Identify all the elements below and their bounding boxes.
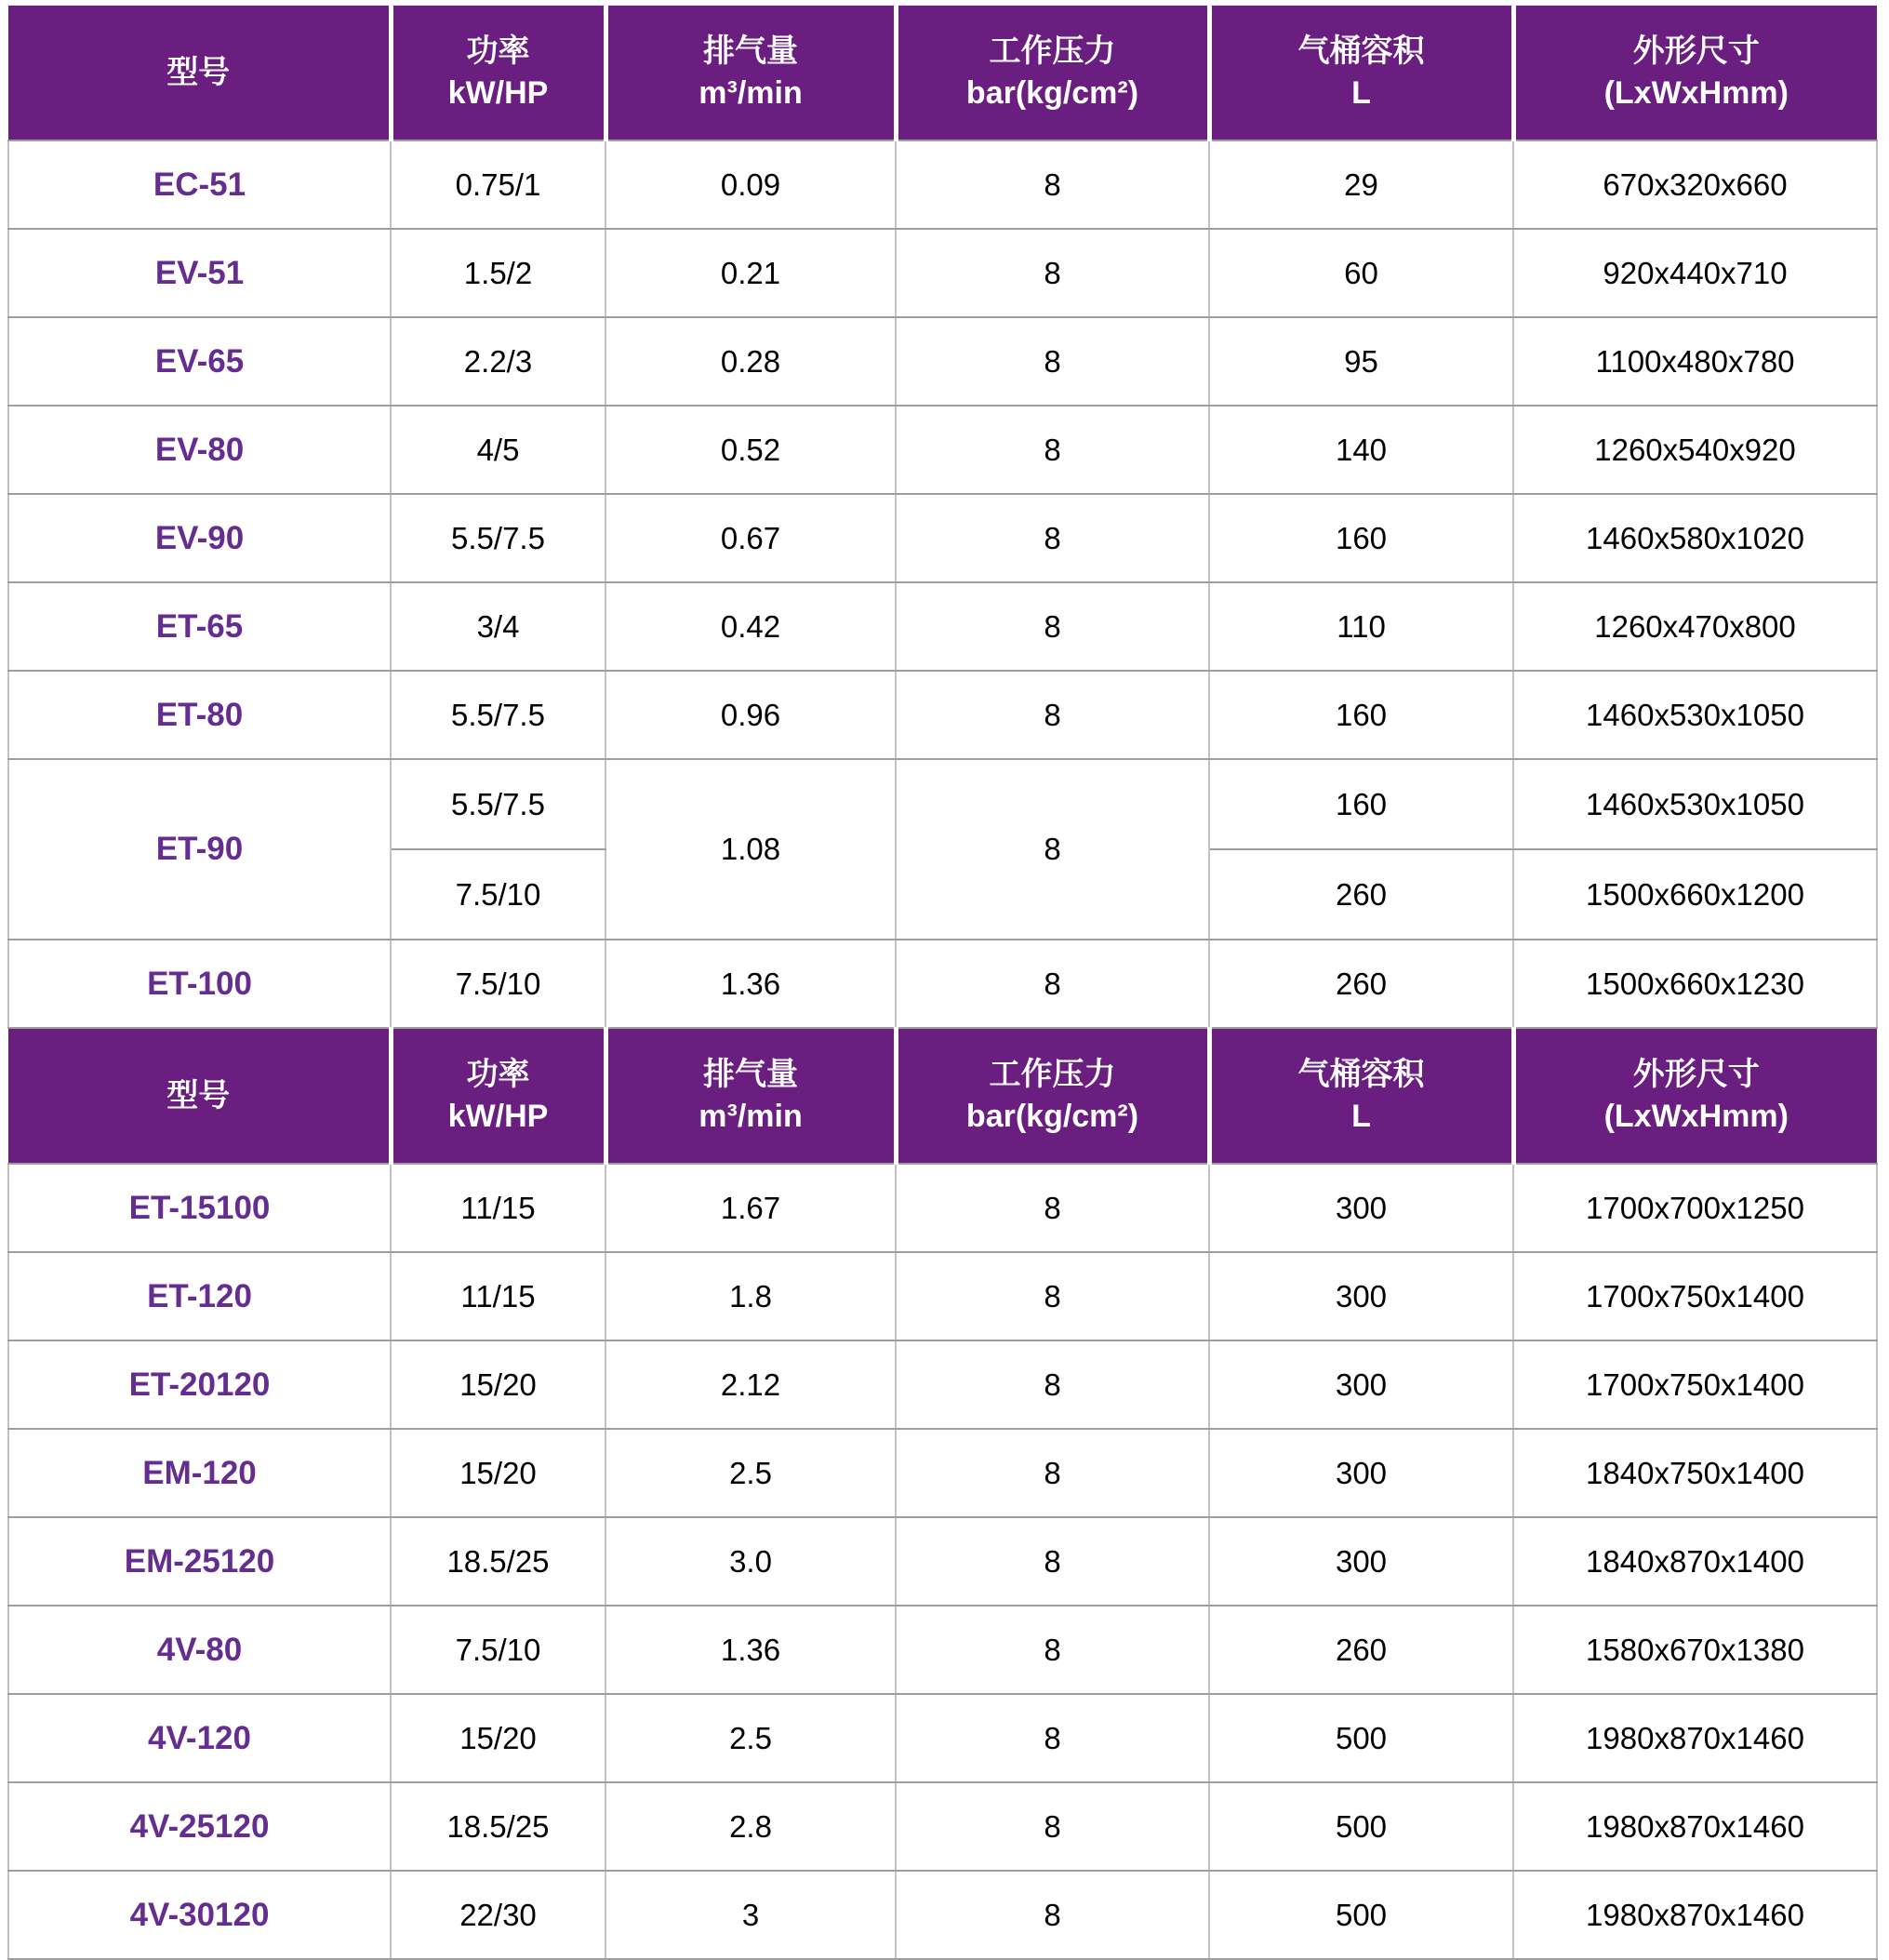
- displacement-cell: 0.42: [605, 582, 896, 671]
- table-row: [8, 582, 1877, 671]
- tank-cell: 260: [1209, 940, 1513, 1028]
- displacement-cell: 0.28: [605, 317, 896, 406]
- tank-cell: 300: [1209, 1252, 1513, 1340]
- tank-cell: 160: [1209, 759, 1513, 849]
- pressure-cell: 8: [896, 1782, 1209, 1871]
- dimensions-cell: 1700x700x1250: [1513, 1164, 1877, 1252]
- power-cell: 7.5/10: [391, 940, 605, 1028]
- power-cell: 15/20: [391, 1340, 605, 1429]
- header-unit: kW/HP: [447, 1099, 549, 1134]
- header-unit: L: [1351, 1099, 1371, 1134]
- pressure-cell: 8: [896, 1694, 1209, 1782]
- header-label: 工作压力: [989, 33, 1116, 70]
- displacement-cell: 2.8: [605, 1782, 896, 1871]
- displacement-cell: 0.21: [605, 229, 896, 317]
- table-row: [8, 406, 1877, 494]
- power-cell: 7.5/10: [391, 849, 605, 940]
- header-unit: m³/min: [698, 75, 803, 111]
- dimensions-cell: 1840x750x1400: [1513, 1429, 1877, 1517]
- model-cell: ET-20120: [8, 1340, 391, 1429]
- pressure-cell: 8: [896, 229, 1209, 317]
- pressure-cell: 8: [896, 1340, 1209, 1429]
- displacement-cell: 2.5: [605, 1694, 896, 1782]
- pressure-cell: 8: [896, 317, 1209, 406]
- pressure-cell: 8: [896, 582, 1209, 671]
- displacement-cell: 0.67: [605, 494, 896, 582]
- displacement-cell: 0.52: [605, 406, 896, 494]
- model-cell: ET-80: [8, 671, 391, 759]
- model-cell: ET-120: [8, 1252, 391, 1340]
- model-cell: ET-15100: [8, 1164, 391, 1252]
- header-unit: kW/HP: [447, 75, 549, 111]
- table-row: [8, 1429, 1877, 1517]
- displacement-cell: 0.09: [605, 140, 896, 229]
- pressure-cell: 8: [896, 1429, 1209, 1517]
- col-header-pressure: [896, 1028, 1209, 1164]
- tank-cell: 260: [1209, 849, 1513, 940]
- pressure-cell: 8: [896, 494, 1209, 582]
- header-unit: m³/min: [698, 1099, 803, 1134]
- dimensions-cell: 1840x870x1400: [1513, 1517, 1877, 1606]
- table-row: [8, 671, 1877, 759]
- table-row: [8, 317, 1877, 406]
- displacement-cell: 1.8: [605, 1252, 896, 1340]
- model-cell: EV-65: [8, 317, 391, 406]
- header-unit: bar(kg/cm²): [965, 75, 1139, 111]
- tank-cell: 140: [1209, 406, 1513, 494]
- pressure-cell: 8: [896, 1606, 1209, 1694]
- table-row: [8, 1694, 1877, 1782]
- pressure-cell: 8: [896, 1164, 1209, 1252]
- displacement-cell: 1.36: [605, 940, 896, 1028]
- dimensions-cell: 920x440x710: [1513, 229, 1877, 317]
- table-row: [8, 1340, 1877, 1429]
- header-label: 排气量: [703, 33, 798, 70]
- pressure-cell: 8: [896, 940, 1209, 1028]
- power-cell: 5.5/7.5: [391, 671, 605, 759]
- col-header-displacement: [605, 6, 896, 140]
- dimensions-cell: 1700x750x1400: [1513, 1252, 1877, 1340]
- model-cell: EV-90: [8, 494, 391, 582]
- power-cell: 15/20: [391, 1694, 605, 1782]
- displacement-cell: 3: [605, 1871, 896, 1959]
- model-cell: ET-100: [8, 940, 391, 1028]
- model-cell: 4V-120: [8, 1694, 391, 1782]
- dimensions-cell: 1580x670x1380: [1513, 1606, 1877, 1694]
- dimensions-cell: 1700x750x1400: [1513, 1340, 1877, 1429]
- model-cell: EC-51: [8, 140, 391, 229]
- displacement-cell: 1.08: [605, 759, 896, 940]
- pressure-cell: 8: [896, 759, 1209, 940]
- spec-table: [7, 6, 1878, 1960]
- power-cell: 7.5/10: [391, 1606, 605, 1694]
- pressure-cell: 8: [896, 1871, 1209, 1959]
- model-cell: EM-120: [8, 1429, 391, 1517]
- model-cell: EV-51: [8, 229, 391, 317]
- tank-cell: 500: [1209, 1871, 1513, 1959]
- col-header-dimensions: [1513, 6, 1877, 140]
- table-row: [8, 1871, 1877, 1959]
- tank-cell: 160: [1209, 494, 1513, 582]
- displacement-cell: 0.96: [605, 671, 896, 759]
- pressure-cell: 8: [896, 1252, 1209, 1340]
- dimensions-cell: 670x320x660: [1513, 140, 1877, 229]
- pressure-cell: 8: [896, 406, 1209, 494]
- tank-cell: 500: [1209, 1694, 1513, 1782]
- header-label: 气桶容积: [1297, 33, 1425, 70]
- table-row-et90-sub1: [8, 759, 1877, 849]
- table-row: [8, 494, 1877, 582]
- header-label: 气桶容积: [1297, 1057, 1425, 1093]
- displacement-cell: 3.0: [605, 1517, 896, 1606]
- header-label: 功率: [466, 1057, 530, 1093]
- model-cell: ET-65: [8, 582, 391, 671]
- pressure-cell: 8: [896, 1517, 1209, 1606]
- tank-cell: 29: [1209, 140, 1513, 229]
- power-cell: 3/4: [391, 582, 605, 671]
- dimensions-cell: 1500x660x1200: [1513, 849, 1877, 940]
- dimensions-cell: 1100x480x780: [1513, 317, 1877, 406]
- tank-cell: 300: [1209, 1429, 1513, 1517]
- col-header-model: [8, 1028, 391, 1164]
- power-cell: 15/20: [391, 1429, 605, 1517]
- displacement-cell: 2.5: [605, 1429, 896, 1517]
- table-row: [8, 229, 1877, 317]
- dimensions-cell: 1460x580x1020: [1513, 494, 1877, 582]
- power-cell: 22/30: [391, 1871, 605, 1959]
- power-cell: 0.75/1: [391, 140, 605, 229]
- model-cell: EM-25120: [8, 1517, 391, 1606]
- tank-cell: 300: [1209, 1164, 1513, 1252]
- dimensions-cell: 1460x530x1050: [1513, 759, 1877, 849]
- dimensions-cell: 1980x870x1460: [1513, 1694, 1877, 1782]
- power-cell: 1.5/2: [391, 229, 605, 317]
- header-label: 外形尺寸: [1632, 1057, 1760, 1093]
- power-cell: 2.2/3: [391, 317, 605, 406]
- tank-cell: 160: [1209, 671, 1513, 759]
- dimensions-cell: 1260x470x800: [1513, 582, 1877, 671]
- header-label: 型号: [166, 1077, 231, 1113]
- dimensions-cell: 1460x530x1050: [1513, 671, 1877, 759]
- header-unit: bar(kg/cm²): [965, 1099, 1139, 1134]
- header-unit: (LxWxHmm): [1603, 1099, 1789, 1134]
- dimensions-cell: 1500x660x1230: [1513, 940, 1877, 1028]
- displacement-cell: 1.36: [605, 1606, 896, 1694]
- model-cell: 4V-30120: [8, 1871, 391, 1959]
- model-cell: 4V-80: [8, 1606, 391, 1694]
- dimensions-cell: 1980x870x1460: [1513, 1871, 1877, 1959]
- power-cell: 18.5/25: [391, 1517, 605, 1606]
- table-header-row-1: [8, 6, 1877, 140]
- tank-cell: 300: [1209, 1517, 1513, 1606]
- table-row: [8, 940, 1877, 1028]
- tank-cell: 260: [1209, 1606, 1513, 1694]
- tank-cell: 60: [1209, 229, 1513, 317]
- table-row: [8, 1252, 1877, 1340]
- tank-cell: 95: [1209, 317, 1513, 406]
- table-row: [8, 1606, 1877, 1694]
- header-label: 外形尺寸: [1632, 33, 1760, 70]
- col-header-pressure: [896, 6, 1209, 140]
- header-unit: L: [1351, 75, 1371, 111]
- tank-cell: 300: [1209, 1340, 1513, 1429]
- pressure-cell: 8: [896, 671, 1209, 759]
- displacement-cell: 1.67: [605, 1164, 896, 1252]
- header-label: 排气量: [703, 1057, 798, 1093]
- col-header-tank: [1209, 6, 1513, 140]
- header-label: 功率: [466, 33, 530, 70]
- table-row: [8, 140, 1877, 229]
- table-row: [8, 1517, 1877, 1606]
- col-header-tank: [1209, 1028, 1513, 1164]
- power-cell: 11/15: [391, 1164, 605, 1252]
- header-label: 型号: [166, 54, 231, 90]
- col-header-displacement: [605, 1028, 896, 1164]
- model-cell: 4V-25120: [8, 1782, 391, 1871]
- displacement-cell: 2.12: [605, 1340, 896, 1429]
- power-cell: 5.5/7.5: [391, 759, 605, 849]
- col-header-model: [8, 6, 391, 140]
- power-cell: 18.5/25: [391, 1782, 605, 1871]
- col-header-power: [391, 1028, 605, 1164]
- dimensions-cell: 1260x540x920: [1513, 406, 1877, 494]
- header-label: 工作压力: [989, 1057, 1116, 1093]
- power-cell: 5.5/7.5: [391, 494, 605, 582]
- tank-cell: 500: [1209, 1782, 1513, 1871]
- table-row: [8, 1164, 1877, 1252]
- col-header-power: [391, 6, 605, 140]
- header-unit: (LxWxHmm): [1603, 75, 1789, 111]
- dimensions-cell: 1980x870x1460: [1513, 1782, 1877, 1871]
- power-cell: 4/5: [391, 406, 605, 494]
- power-cell: 11/15: [391, 1252, 605, 1340]
- model-cell: EV-80: [8, 406, 391, 494]
- model-cell: ET-90: [8, 759, 391, 940]
- table-row: [8, 1782, 1877, 1871]
- col-header-dimensions: [1513, 1028, 1877, 1164]
- tank-cell: 110: [1209, 582, 1513, 671]
- table-header-row-2: [8, 1028, 1877, 1164]
- pressure-cell: 8: [896, 140, 1209, 229]
